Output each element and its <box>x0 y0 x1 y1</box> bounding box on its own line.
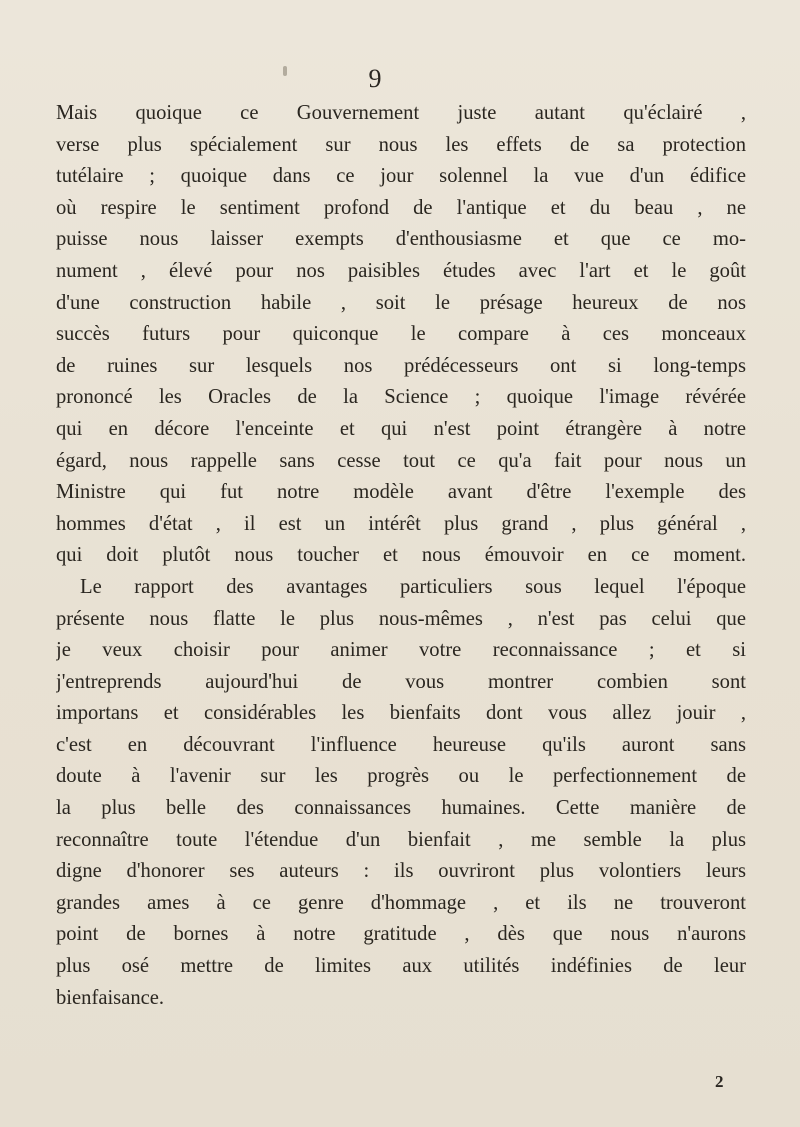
text-line: hommes d'état , il est un intérêt plus grand , plus général , <box>56 512 746 535</box>
text-line: importans et considérables les bienfaits dont vous allez jouir , <box>56 702 746 725</box>
text-line: c'est en découvrant l'influence heureuse qu'ils auront sans <box>56 733 746 756</box>
text-line: Ministre qui fut notre modèle avant d'être l'exemple des <box>56 481 746 504</box>
text-line: plus osé mettre de limites aux utilités indéfinies de leur <box>56 955 746 978</box>
text-line: qui doit plutôt nous toucher et nous émouvoir en ce moment. <box>56 544 746 567</box>
text-line: verse plus spécialement sur nous les effets de sa protection <box>56 133 746 156</box>
text-line: Mais quoique ce Gouvernement juste autant qu'éclairé , <box>56 102 746 124</box>
text-line: d'une construction habile , soit le présage heureux de nos <box>56 291 746 314</box>
text-line: reconnaître toute l'étendue d'un bienfait , me semble la plus <box>56 828 746 851</box>
body-text <box>56 98 746 1014</box>
text-line: tutélaire ; quoique dans ce jour solennel la vue d'un édifice <box>56 165 746 188</box>
text-line: la plus belle des connaissances humaines. Cette manière de <box>56 797 746 820</box>
text-line: nument , élevé pour nos paisibles études avec l'art et le goût <box>56 259 746 282</box>
text-line: où respire le sentiment profond de l'antique et du beau , ne <box>56 196 746 219</box>
text-line: de ruines sur lesquels nos prédécesseurs ont si long-temps <box>56 354 746 377</box>
text-line: succès futurs pour quiconque le compare à ces monceaux <box>56 323 746 346</box>
text-line: égard, nous rappelle sans cesse tout ce qu'a fait pour nous un <box>56 449 746 472</box>
text-line: je veux choisir pour animer votre reconnaissance ; et si <box>56 639 746 662</box>
text-line: grandes ames à ce genre d'hommage , et ils ne trouveront <box>56 891 746 914</box>
page-number: 9 <box>368 64 382 93</box>
catchword: 2 <box>715 1072 724 1091</box>
text-line: prononcé les Oracles de la Science ; quoique l'image révérée <box>56 386 746 409</box>
text-line: qui en décore l'enceinte et qui n'est point étrangère à notre <box>56 417 746 440</box>
text-line: présente nous flatte le plus nous-mêmes , n'est pas celui que <box>56 607 746 630</box>
text-line: puisse nous laisser exempts d'enthousiasme et que ce mo- <box>56 228 746 251</box>
ink-speck <box>283 66 287 76</box>
text-line: doute à l'avenir sur les progrès ou le perfectionnement de <box>56 765 746 788</box>
text-line: point de bornes à notre gratitude , dès que nous n'aurons <box>56 923 746 946</box>
text-line: digne d'honorer ses auteurs : ils ouvriront plus volontiers leurs <box>56 860 746 883</box>
text-line: j'entreprends aujourd'hui de vous montrer combien sont <box>56 670 746 693</box>
text-line: bienfaisance. <box>56 986 165 1009</box>
text-line: Le rapport des avantages particuliers sous lequel l'époque <box>80 575 746 598</box>
